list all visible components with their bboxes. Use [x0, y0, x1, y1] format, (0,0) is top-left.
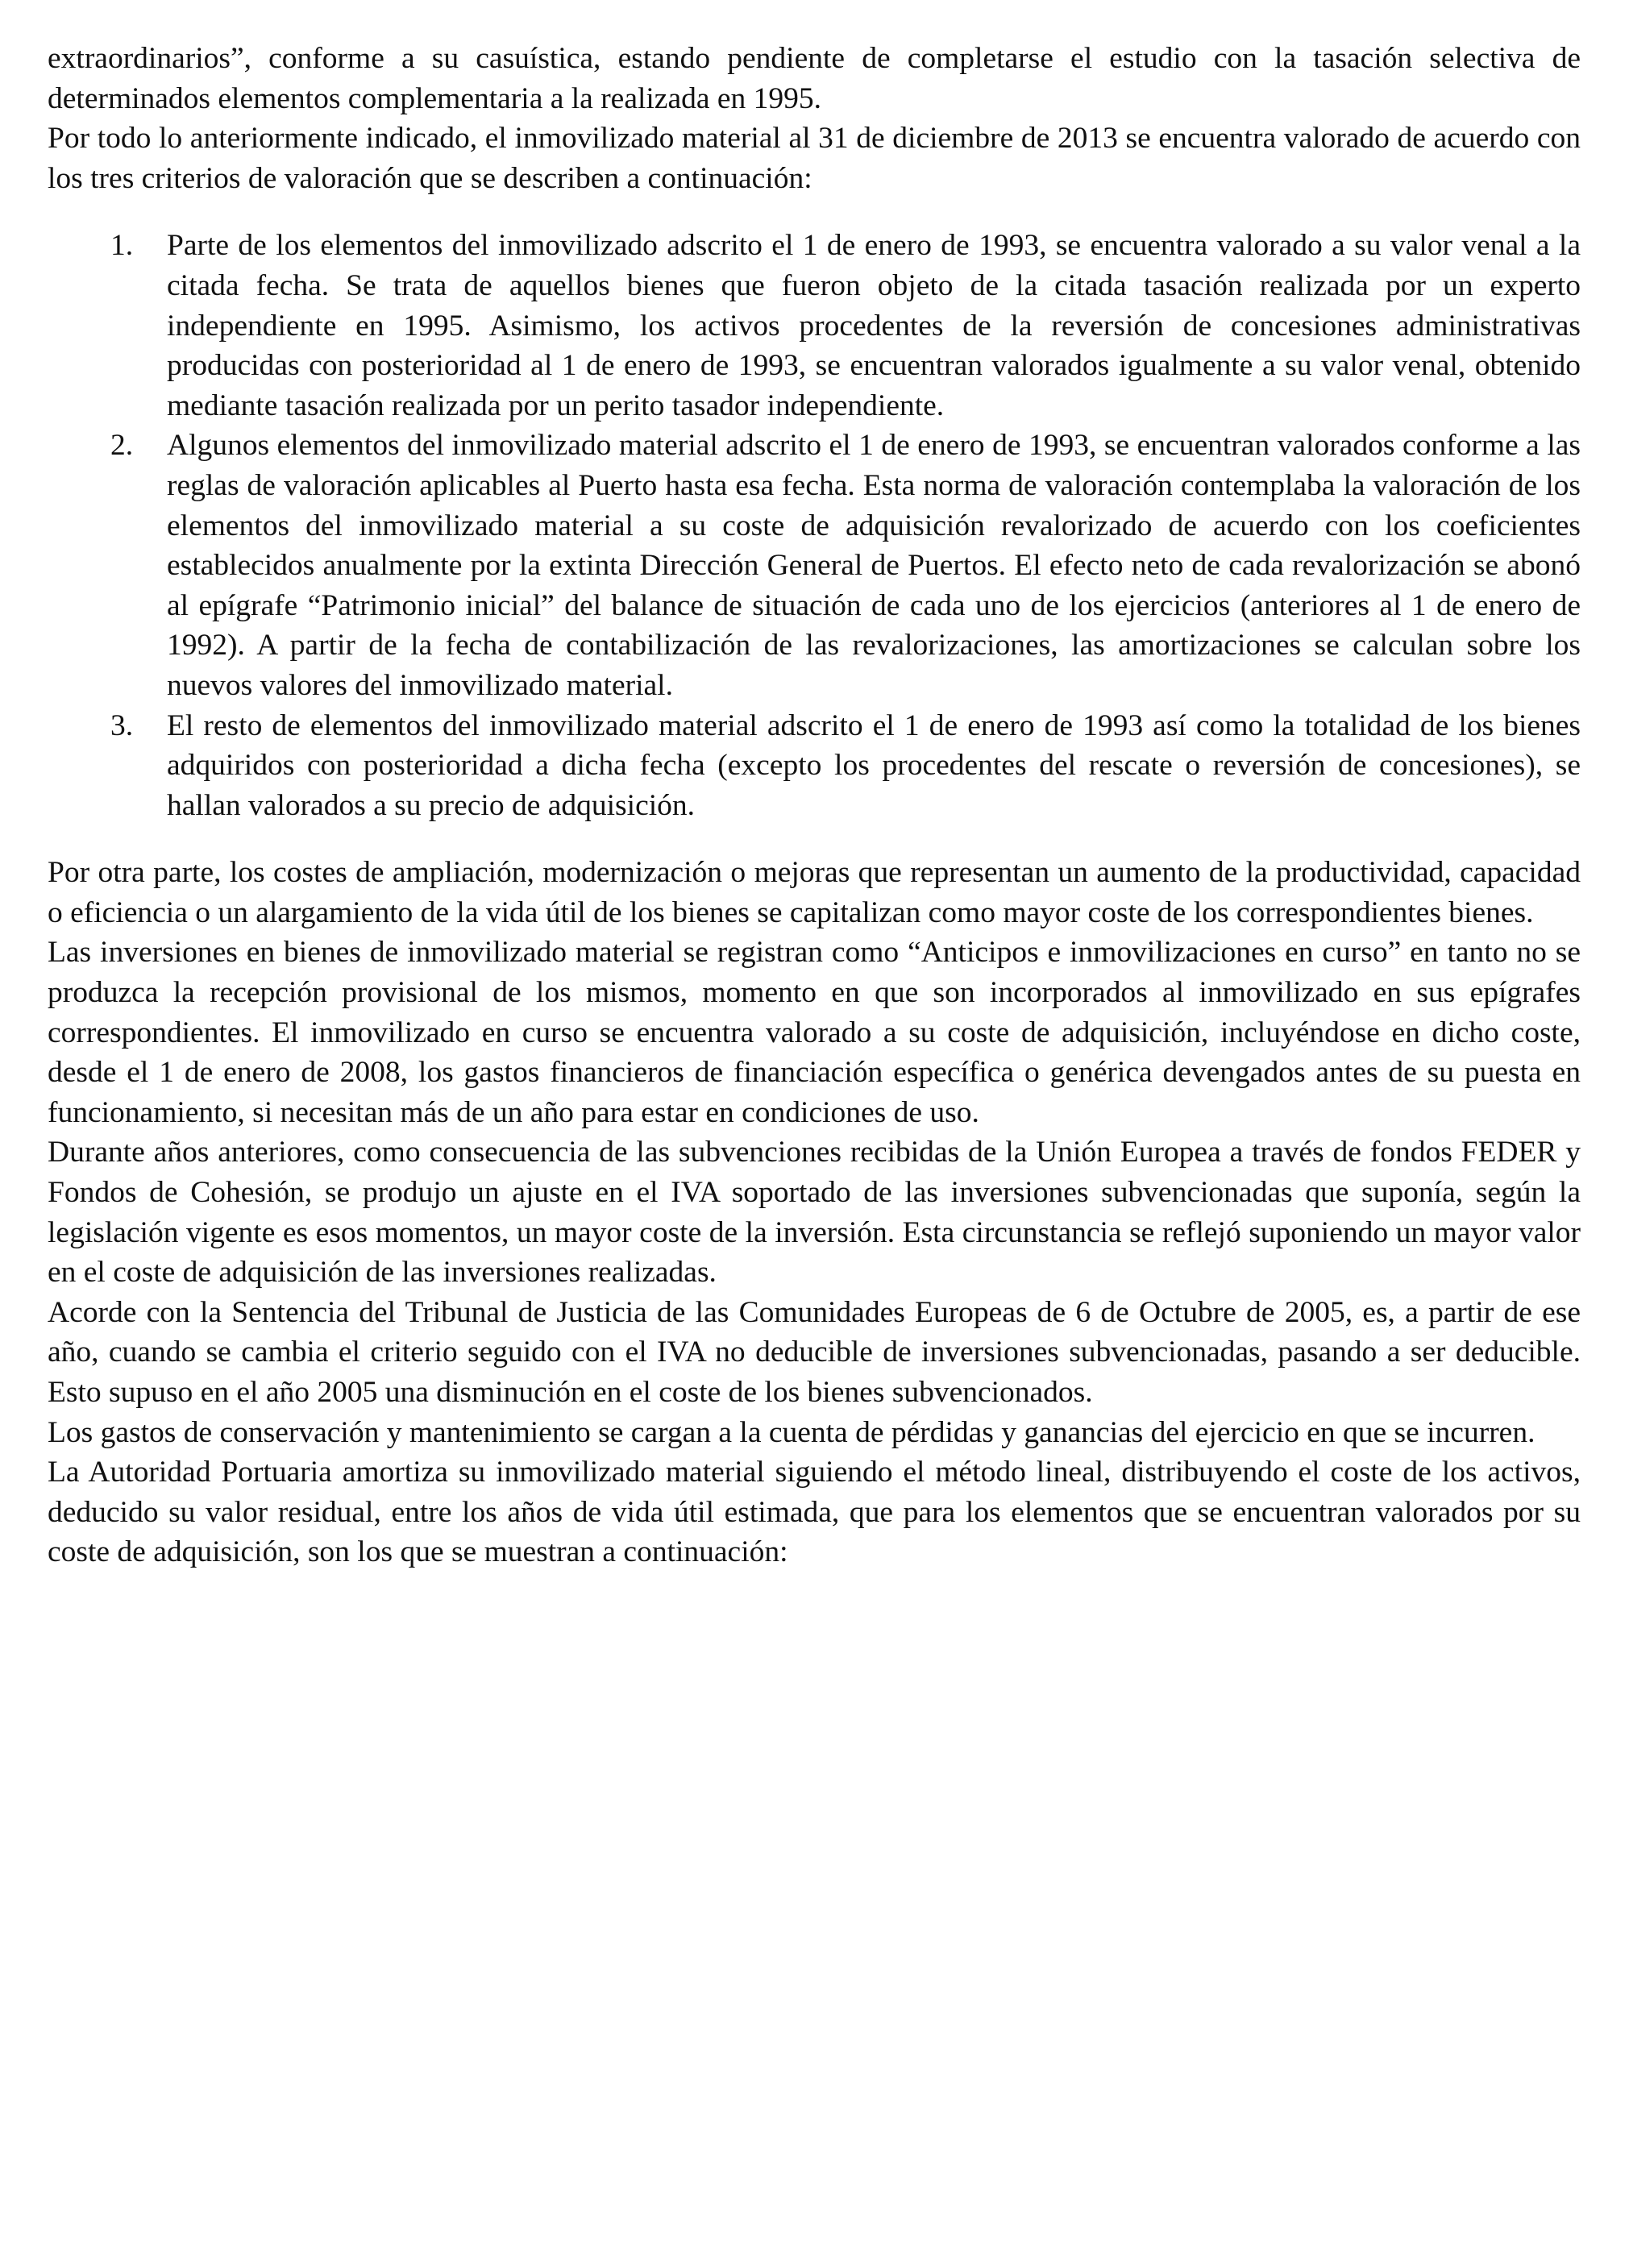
- document-page: [48, 39, 1581, 1572]
- paragraph-intro-continuation: extraordinarios”, conforme a su casuística, estando pendiente de completarse el estudio con la tasación selectiva de determinados elementos complementaria a la realizada en 1995.: [48, 42, 1581, 115]
- paragraph-maintenance-costs: Los gastos de conservación y mantenimiento se cargan a la cuenta de pérdidas y ganancias del ejercicio en que se incurren.: [48, 1415, 1535, 1449]
- paragraph-investments-in-progress: Las inversiones en bienes de inmovilizado material se registran como “Anticipos e inmovilizaciones en curso” en tanto no se produzca la recepción provisional de los mismos, momento en que son incorporados al inmovilizado en sus epígrafes correspondientes. El inmovilizado en curso se encuentra valorado a su coste de adquisición, incluyéndose en dicho coste, desde el 1 de enero de 2008, los gastos financieros de financiación específica o genérica devengados antes de su puesta en funcionamiento, si necesitan más de un año para estar en condiciones de uso.: [48, 936, 1581, 1129]
- paragraph-improvement-costs: Por otra parte, los costes de ampliación, modernización o mejoras que representan un aumento de la productividad, capacidad o eficiencia o un alargamiento de la vida útil de los bienes se capitalizan como mayor coste de los correspondientes bienes.: [48, 856, 1581, 929]
- paragraph-depreciation: La Autoridad Portuaria amortiza su inmovilizado material siguiendo el método lineal, distribuyendo el coste de los activos, deducido su valor residual, entre los años de vida útil estimada, que para los elementos que se encuentran valorados por su coste de adquisición, son los que se muestran a continuación:: [48, 1456, 1581, 1569]
- paragraph-court-ruling: Acorde con la Sentencia del Tribunal de Justicia de las Comunidades Europeas de 6 de Octubre de 2005, es, a partir de ese año, cuando se cambia el criterio seguido con el IVA no deducible de inversiones subvencionadas, pasando a ser deducible. Esto supuso en el año 2005 una disminución en el coste de los bienes subvencionados.: [48, 1295, 1581, 1409]
- list-item-text: Algunos elementos del inmovilizado material adscrito el 1 de enero de 1993, se encuentran valorados conforme a las reglas de valoración aplicables al Puerto hasta esa fecha. Esta norma de valoración contemplaba la valoración de los elementos del inmovilizado material a su coste de adquisición revalorizado de acuerdo con los coeficientes establecidos anualmente por la extinta Dirección General de Puertos. El efecto neto de cada revalorización se abonó al epígrafe “Patrimonio inicial” del balance de situación de cada uno de los ejercicios (anteriores al 1 de enero de 1992). A partir de la fecha de contabilización de las revalorizaciones, las amortizaciones se calculan sobre los nuevos valores del inmovilizado material.: [167, 429, 1581, 702]
- list-item-number: 1.: [110, 229, 134, 263]
- paragraph-eu-subsidies: Durante años anteriores, como consecuencia de las subvenciones recibidas de la Unión Europea a través de fondos FEDER y Fondos de Cohesión, se produjo un ajuste en el IVA soportado de las inversiones subvencionadas que suponía, según la legislación vigente es esos momentos, un mayor coste de la inversión. Esta circunstancia se reflejó suponiendo un mayor valor en el coste de adquisición de las inversiones realizadas.: [48, 1136, 1581, 1290]
- list-item: [48, 226, 1581, 426]
- list-item-number: 3.: [110, 708, 134, 742]
- list-item: [48, 706, 1581, 826]
- valuation-criteria-list: [48, 226, 1581, 825]
- list-item-number: 2.: [110, 429, 134, 463]
- list-item-text: El resto de elementos del inmovilizado material adscrito el 1 de enero de 1993 así como la totalidad de los bienes adquiridos con posterioridad a dicha fecha (excepto los procedentes del rescate o reversión de concesiones), se hallan valorados a su precio de adquisición.: [167, 708, 1581, 822]
- paragraph-intro-criteria: Por todo lo anteriormente indicado, el inmovilizado material al 31 de diciembre de 2013 se encuentra valorado de acuerdo con los tres criterios de valoración que se describen a continuación:: [48, 122, 1581, 195]
- list-item: [48, 426, 1581, 705]
- list-item-text: Parte de los elementos del inmovilizado adscrito el 1 de enero de 1993, se encuentra valorado a su valor venal a la citada fecha. Se trata de aquellos bienes que fueron objeto de la citada tasación realizada por un experto independiente en 1995. Asimismo, los activos procedentes de la reversión de concesiones administrativas producidas con posterioridad al 1 de enero de 1993, se encuentran valorados igualmente a su valor venal, obtenido mediante tasación realizada por un perito tasador independiente.: [167, 229, 1581, 422]
